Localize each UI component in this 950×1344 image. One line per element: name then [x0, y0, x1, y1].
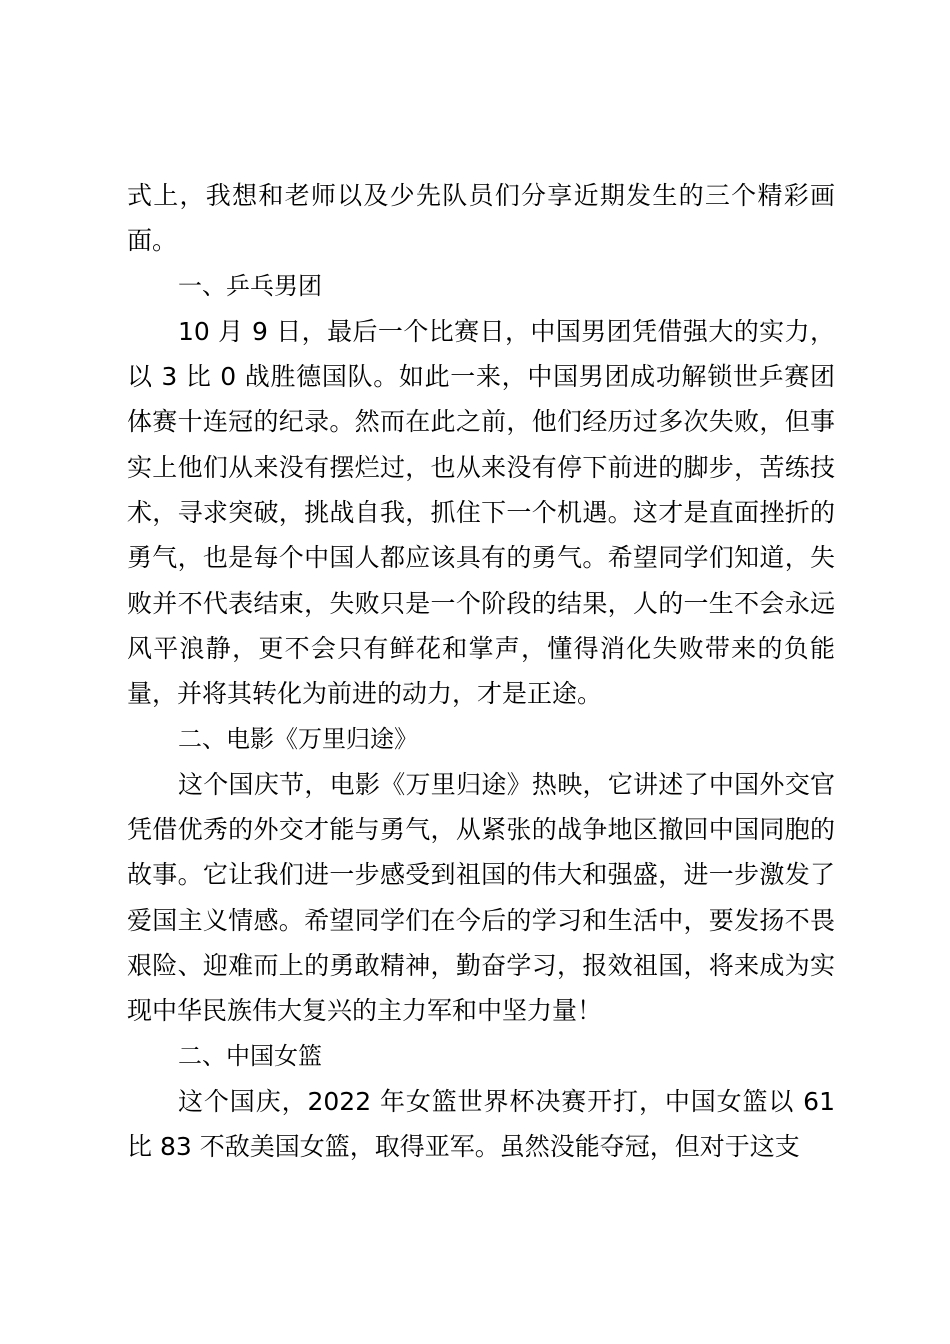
- paragraph-movie: 这个国庆节，电影《万里归途》热映，它讲述了中国外交官凭借优秀的外交才能与勇气，从紧张的战争地区撤回中国同胞的故事。它让我们进一步感受到祖国的伟大和强盛，进一步激发了爱国主义情感。希望同学们在今后的学习和生活中，要发扬不畏艰险、迎难而上的勇敢精神，勤奋学习，报效祖国，将来成为实现中华民族伟大复兴的主力军和中坚力量！: [127, 769, 835, 1026]
- section-heading-movie: 二、电影《万里归途》: [178, 724, 418, 753]
- document-body: [127, 173, 835, 1170]
- paragraph-continuation: 式上，我想和老师以及少先队员们分享近期发生的三个精彩画面。: [127, 181, 835, 256]
- section-heading-basketball: 二、中国女篮: [178, 1041, 322, 1070]
- paragraph-basketball: 这个国庆，2022 年女篮世界杯决赛开打，中国女篮以 61 比 83 不敌美国女篮，取得亚军。虽然没能夺冠，但对于这支: [127, 1086, 835, 1162]
- section-heading-table-tennis: 一、乒乓男团: [178, 271, 322, 300]
- paragraph-table-tennis: 10 月 9 日，最后一个比赛日，中国男团凭借强大的实力，以 3 比 0 战胜德国队。如此一来，中国男团成功解锁世乒赛团体赛十连冠的纪录。然而在此之前，他们经历过多次失败，但事实上他们从来没有摆烂过，也从来没有停下前进的脚步，苦练技术，寻求突破，挑战自我，抓住下一个机遇。这才是直面挫折的勇气，也是每个中国人都应该具有的勇气。希望同学们知道，失败并不代表结束，失败只是一个阶段的结果，人的一生不会永远风平浪静，更不会只有鲜花和掌声，懂得消化失败带来的负能量，并将其转化为前进的动力，才是正途。: [127, 316, 835, 709]
